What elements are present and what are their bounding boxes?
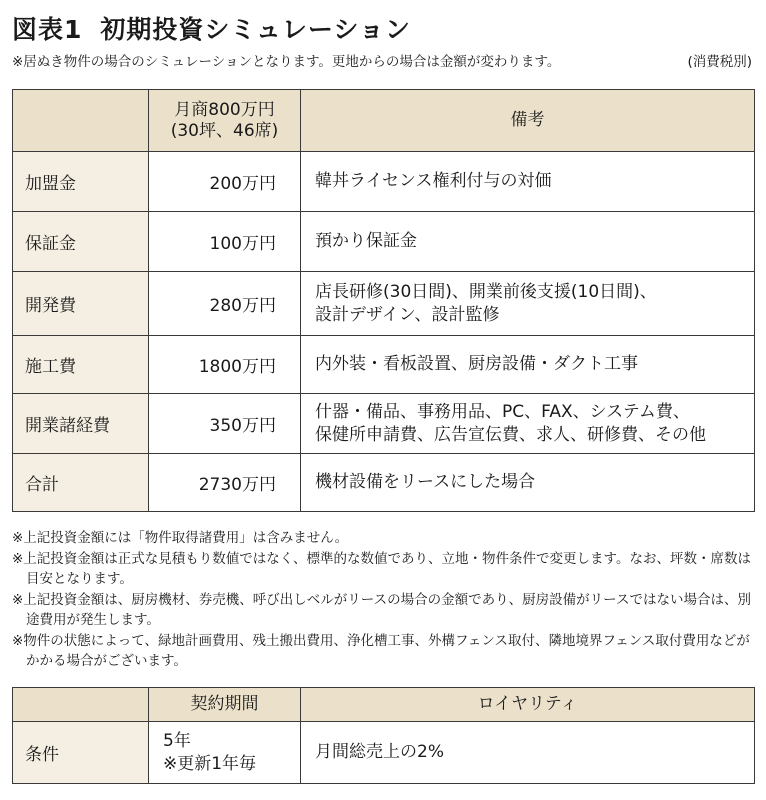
header-amount-line2: (30坪、46席) <box>170 120 279 141</box>
figure-title <box>12 10 411 46</box>
term-line2: ※更新1年毎 <box>163 753 257 774</box>
header-amount-line1: 月商800万円 <box>174 99 275 120</box>
row-amount: 2730万円 <box>149 454 301 512</box>
row-memo <box>301 212 755 272</box>
figure-number: 図表1 <box>12 15 83 44</box>
term-line1: 5年 <box>163 730 191 751</box>
footnote: ※上記投資金額には「物件取得諸費用」は含みません。 <box>12 530 349 546</box>
row-label: 合計 <box>13 454 149 512</box>
footnote: ※上記投資金額は、厨房機材、券売機、呼び出しベルがリースの場合の金額であり、厨房設備がリースではない場合は、別途費用が発生します。 <box>12 591 751 628</box>
royalty-cell: 月間総売上の2% <box>301 722 755 784</box>
row-memo <box>301 152 755 212</box>
row-amount: 350万円 <box>149 394 301 454</box>
row-memo-line: 什器・備品、事務用品、PC、FAX、システム費、 <box>315 401 690 422</box>
intro-note-text: ※居ぬき物件の場合のシミュレーションとなります。更地からの場合は金額が変わります。 <box>12 54 561 70</box>
tax-note: (消費税別) <box>687 54 752 70</box>
table-row <box>13 272 755 336</box>
conditions-row <box>13 722 755 784</box>
row-amount: 1800万円 <box>149 336 301 394</box>
row-memo <box>301 272 755 336</box>
table-row <box>13 152 755 212</box>
row-label: 開発費 <box>13 272 149 336</box>
row-memo-line: 機材設備をリースにした場合 <box>315 472 536 492</box>
row-label: 加盟金 <box>13 152 149 212</box>
footnote: ※上記投資金額は正式な見積もり数値ではなく、標準的な数値であり、立地・物件条件で変更します。なお、坪数・席数は目安となります。 <box>12 550 751 587</box>
row-memo-line: 設計デザイン、設計監修 <box>315 304 500 325</box>
intro-note <box>12 50 754 70</box>
row-amount: 200万円 <box>149 152 301 212</box>
footnote: ※物件の状態によって、緑地計画費用、残土搬出費用、浄化槽工事、外構フェンス取付、隣地境界フェンス取付費用などがかかる場合がございます。 <box>12 632 750 669</box>
header-memo-cell: 備考 <box>301 90 755 152</box>
row-memo-line: 預かり保証金 <box>315 231 417 251</box>
table-header-row <box>13 90 755 152</box>
row-memo-line: 店長研修(30日間)、開業前後支援(10日間)、 <box>315 281 657 302</box>
row-label: 開業諸経費 <box>13 394 149 454</box>
header-blank-cell <box>13 688 149 722</box>
row-amount: 280万円 <box>149 272 301 336</box>
row-amount: 100万円 <box>149 212 301 272</box>
row-memo-line: 保健所申請費、広告宣伝費、求人、研修費、その他 <box>315 424 706 445</box>
row-label: 条件 <box>13 722 149 784</box>
table-row-total <box>13 454 755 512</box>
row-memo <box>301 336 755 394</box>
term-cell <box>149 722 301 784</box>
figure-title-text: 初期投資シミュレーション <box>100 15 411 44</box>
row-memo-line: 内外装・看板設置、厨房設備・ダクト工事 <box>315 354 638 374</box>
row-label: 保証金 <box>13 212 149 272</box>
row-label: 施工費 <box>13 336 149 394</box>
conditions-table <box>12 687 755 784</box>
row-memo <box>301 394 755 454</box>
conditions-header-row <box>13 688 755 722</box>
table-row <box>13 336 755 394</box>
table-row <box>13 212 755 272</box>
investment-table <box>12 89 755 512</box>
row-memo <box>301 454 755 512</box>
header-blank-cell <box>13 90 149 152</box>
header-term-cell: 契約期間 <box>149 688 301 722</box>
row-memo-line: 韓丼ライセンス権利付与の対価 <box>315 171 552 191</box>
table-row <box>13 394 755 454</box>
header-royalty-cell: ロイヤリティ <box>301 688 755 722</box>
header-amount-cell <box>149 90 301 152</box>
footnotes <box>12 528 760 672</box>
